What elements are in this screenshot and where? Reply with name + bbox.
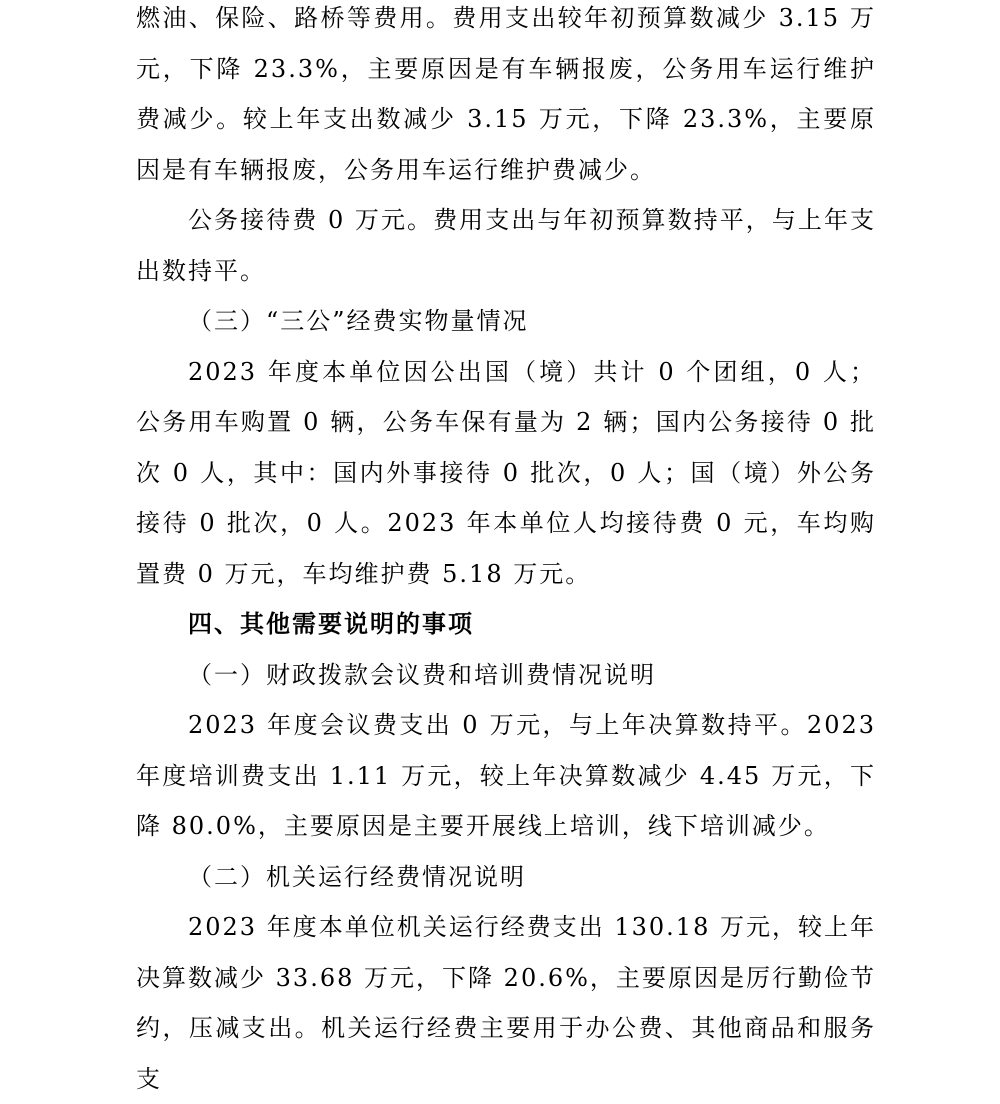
subheading-meeting-training: （一）财政拨款会议费和培训费情况说明 xyxy=(188,660,656,689)
paragraph-vehicle-costs: 燃油、保险、路桥等费用。费用支出较年初预算数减少 3.15 万元，下降 23.3%，主要原因是有车辆报废，公务用车运行维护费减少。较上年支出数减少 3.15 万元，下降 23.3%，主要原因是有车辆报废，公务用车运行维护费减少。 xyxy=(136,4,876,184)
paragraph-reception-costs: 公务接待费 0 万元。费用支出与年初预算数持平，与上年支出数持平。 xyxy=(136,206,876,285)
subheading-operating-expenses: （二）机关运行经费情况说明 xyxy=(188,862,526,891)
paragraph-physical-quantity: 2023 年度本单位因公出国（境）共计 0 个团组，0 人；公务用车购置 0 辆，公务车保有量为 2 辆；国内公务接待 0 批次 0 人，其中：国内外事接待 0 批次，0 人；国（境）外公务接待 0 批次，0 人。2023 年本单位人均接待费 0 元，车均购置费 0 万元，车均维护费 5.18 万元。 xyxy=(136,357,876,588)
paragraph-meeting-training: 2023 年度会议费支出 0 万元，与上年决算数持平。2023 年度培训费支出 1.11 万元，较上年决算数减少 4.45 万元，下降 80.0%，主要原因是主要开展线上培训，线下培训减少。 xyxy=(136,711,876,840)
section-heading-other-matters: 四、其他需要说明的事项 xyxy=(188,610,474,638)
paragraph-operating-expenses: 2023 年度本单位机关运行经费支出 130.18 万元，较上年决算数减少 33.68 万元，下降 20.6%，主要原因是厉行勤俭节约，压减支出。机关运行经费主要用于办公费、其他商品和服务支 xyxy=(136,913,876,1093)
subheading-physical-quantity: （三）“三公”经费实物量情况 xyxy=(188,307,529,335)
